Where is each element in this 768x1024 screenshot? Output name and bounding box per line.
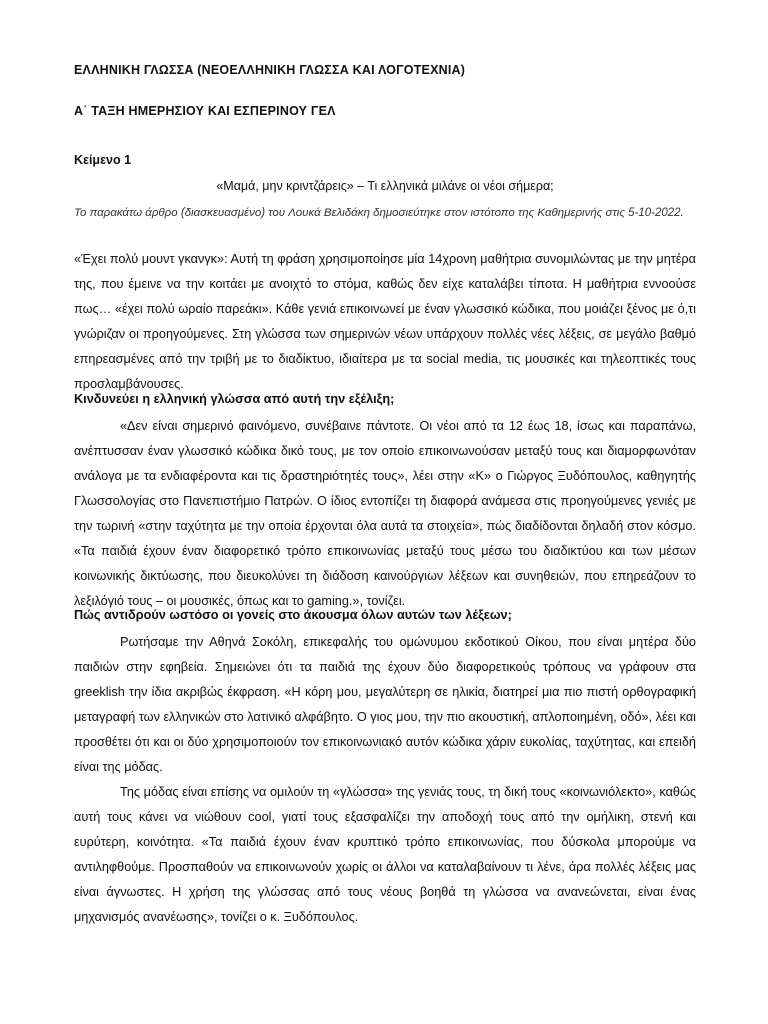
source-note: Το παρακάτω άρθρο (διασκευασμένο) του Λουκά Βελιδάκη δημοσιεύτηκε στον ιστότοπο της Καθημερινής στις 5-10-2022. [74, 207, 684, 219]
class-title: Α΄ ΤΑΞΗ ΗΜΕΡΗΣΙΟΥ ΚΑΙ ΕΣΠΕΡΙΝΟΥ ΓΕΛ [74, 104, 336, 118]
question-2: Πώς αντιδρούν ωστόσο οι γονείς στο άκουσμα όλων αυτών των λέξεων; [74, 608, 512, 622]
paragraph-4: Της μόδας είναι επίσης να ομιλούν τη «γλώσσα» της γενιάς τους, τη δική τους «κοινωνιόλεκτο», καθώς αυτή τους κάνει να νιώθουν cool, γιατί τους εξασφαλίζει την αποδοχή τους από την ομήλικη, στενή και ευρύτερη, κοινότητα. «Τα παιδιά έχουν έναν κρυπτικό τρόπο επικοινωνίας, που δύσκολα μπορούμε να αντιληφθούμε. Προσπαθούν να επικοινωνούν χωρίς οι άλλοι να καταλαβαίνουν τι λένε, άρα πολλές λέξεις μας είναι άγνωστες. Η χρήση της γλώσσας από τους νέους βοηθά τη γλώσσα να ανανεώνεται, είναι ένας μηχανισμός ανανέωσης», τονίζει ο κ. Ξυδόπουλος. [74, 785, 696, 924]
paragraph-3: Ρωτήσαμε την Αθηνά Σοκόλη, επικεφαλής του ομώνυμου εκδοτικού Οίκου, που είναι μητέρα δύο παιδιών στην εφηβεία. Σημειώνει ότι τα παιδιά της έχουν δύο διαφορετικούς τρόπους να γράφουν στα greeklish την ίδια ακριβώς έκφραση. «Η κόρη μου, μεγαλύτερη σε ηλικία, διατηρεί μια πιο πιστή ορθογραφική μεταγραφή των ελληνικών στο λατινικό αλφάβητο. Ο γιος μου, την πιο ακουστική, απλοποιημένη, οδό», λέει και προσθέτει ότι και οι δύο χρησιμοποιούν τον επικοινωνιακό αυτόν κώδικα χάριν ευκολίας, ταχύτητας, και επειδή είναι της μόδας. [74, 635, 696, 774]
subject-title: ΕΛΛΗΝΙΚΗ ΓΛΩΣΣΑ (ΝΕΟΕΛΛΗΝΙΚΗ ΓΛΩΣΣΑ ΚΑΙ ΛΟΓΟΤΕΧΝΙΑ) [74, 63, 466, 77]
question-1: Κινδυνεύει η ελληνική γλώσσα από αυτή την εξέλιξη; [74, 392, 395, 406]
text-label: Κείμενο 1 [74, 153, 132, 167]
article-title: «Μαμά, μην κριντζάρεις» – Τι ελληνικά μιλάνε οι νέοι σήμερα; [216, 179, 554, 193]
paragraph-1: «Έχει πολύ μουντ γκανγκ»: Αυτή τη φράση χρησιμοποίησε μία 14χρονη μαθήτρια συνομιλώντας με την μητέρα της, που έμεινε να την κοιτάει με ανοιχτό το στόμα, καθώς δεν είχε καταλάβει τίποτα. Η μαθήτρια εννοούσε πως… «έχει πολύ ωραίο παρεάκι». Κάθε γενιά επικοινωνεί με έναν γλωσσικό κώδικα, που μοιάζει ξένος με ό,τι γνώριζαν οι προηγούμενες. Στη γλώσσα των σημερινών νέων υπάρχουν πολλές νέες λέξεις, σε μεγάλο βαθμό επηρεασμένες από την τριβή με το διαδίκτυο, ιδιαίτερα με τα social media, τις μουσικές και τηλεοπτικές τους προσλαμβάνουσες. [74, 252, 696, 391]
document-page [74, 62, 696, 930]
paragraph-2: «Δεν είναι σημερινό φαινόμενο, συνέβαινε πάντοτε. Οι νέοι από τα 12 έως 18, ίσως και παραπάνω, ανέπτυσσαν έναν γλωσσικό κώδικα δικό τους, με τον οποίο επικοινωνούσαν μεταξύ τους και διαμορφωνόταν ανάλογα με τα ενδιαφέροντα και τις δραστηριότητές τους», λέει στην «Κ» ο Γιώργος Ξυδόπουλος, καθηγητής Γλωσσολογίας στο Πανεπιστήμιο Πατρών. Ο ίδιος εντοπίζει τη διαφορά ανάμεσα στις προηγούμενες γενιές με την τωρινή «στην ταχύτητα με την οποία έρχονται όλα αυτά τα στοιχεία», πώς διαδίδονται δηλαδή στον κόσμο. «Τα παιδιά έχουν έναν διαφορετικό τρόπο επικοινωνίας μεταξύ τους μέσω του διαδικτύου και των μέσων κοινωνικής δικτύωσης, που διευκολύνει τη διάδοση καινούργιων λέξεων και συνηθειών, που επηρεάζουν το λεξιλόγιό τους – οι μουσικές, όπως και το gaming.», τονίζει. [74, 419, 696, 608]
